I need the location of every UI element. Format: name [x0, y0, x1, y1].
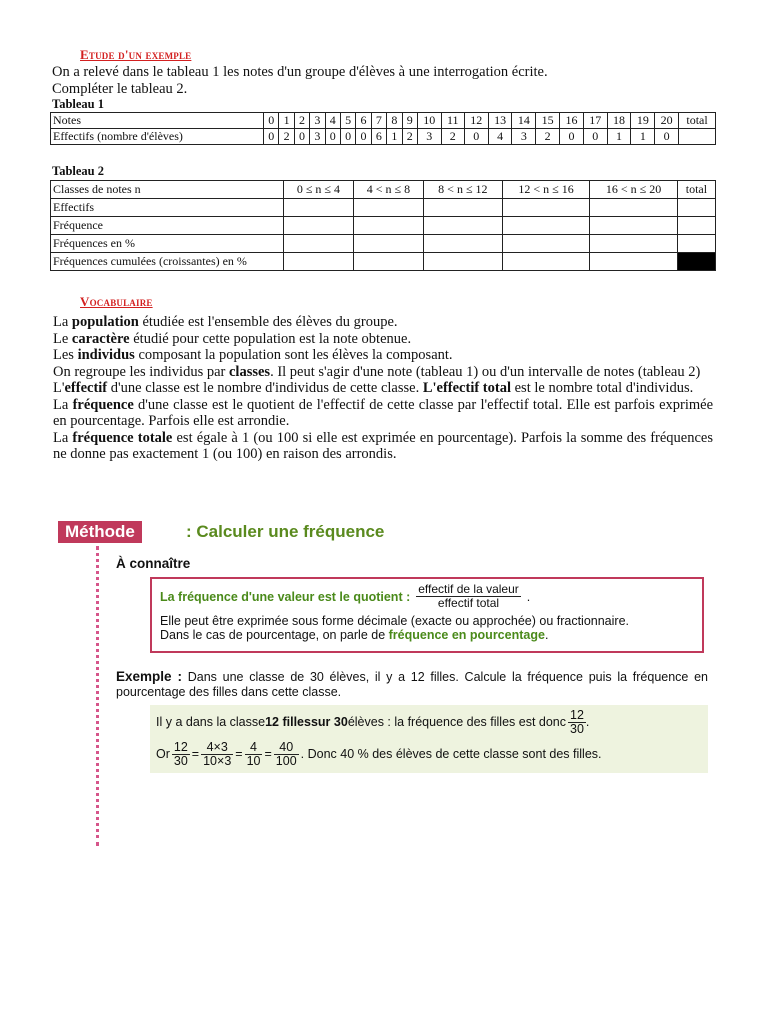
- table2-cell: [677, 235, 715, 253]
- vocab-effectif: L'effectif d'une classe est le nombre d'individus de cette classe. L'effectif total est le nombre total d'individus.: [53, 380, 694, 396]
- solution-line-1: Il y a dans la classe 12 filles sur 30 élèves : la fréquence des filles est donc $\frac{12}{30}$ .: [156, 707, 590, 736]
- table2-row: [51, 217, 716, 235]
- intro-text: [52, 64, 732, 97]
- table1-note-cell: 13: [488, 113, 512, 129]
- exemple-label: Exemple :: [116, 669, 183, 684]
- table1-effectif-cell: 1: [387, 129, 402, 145]
- table1-note-cell: 20: [655, 113, 679, 129]
- table1-note-cell: 5: [340, 113, 355, 129]
- table1-note-cell: 16: [560, 113, 584, 129]
- table1-note-cell: 10: [417, 113, 441, 129]
- table1-note-cell: 6: [356, 113, 371, 129]
- table2-cell: [353, 253, 423, 271]
- table1-note-cell: 14: [512, 113, 536, 129]
- dotted-margin-line: [96, 546, 102, 846]
- table2-cell: [353, 217, 423, 235]
- table1-effectif-cell: 1: [631, 129, 655, 145]
- table2-cell: [590, 217, 678, 235]
- definition-box: [150, 577, 704, 653]
- table1-effectif-cell: 3: [512, 129, 536, 145]
- table2-cell: [590, 199, 678, 217]
- table2-cell: [677, 253, 715, 271]
- table1-effectif-cell: 0: [340, 129, 355, 145]
- exemple-statement: Dans une classe de 30 élèves, il y a 12 filles. Calcule la fréquence puis la fréquence en pourcentage des filles dans cette classe.: [116, 670, 708, 699]
- solution-fraction-1: $\frac{12}{30}$: [570, 707, 584, 736]
- table2-caption: Tableau 2: [52, 164, 104, 178]
- table1-note-cell: 2: [294, 113, 309, 129]
- solution-fraction-2: $\frac{12}{30}$: [173, 739, 188, 768]
- table2-cell: [677, 199, 715, 217]
- vocab-heading: Vocabulaire: [80, 294, 153, 309]
- fraction-numerator: effectif de la valeur: [418, 582, 519, 596]
- table1-effectif-cell: 0: [264, 129, 279, 145]
- table2-row: [51, 253, 716, 271]
- table2-cell: [590, 235, 678, 253]
- intro-line-1: On a relevé dans le tableau 1 les notes d'un groupe d'élèves à une interrogation écrite.: [52, 64, 548, 80]
- table2-cell: [677, 217, 715, 235]
- table2-class-header: 12 < n ≤ 16: [502, 181, 590, 199]
- table1-effectif-cell: 4: [488, 129, 512, 145]
- table2-cell: [284, 199, 354, 217]
- table1-note-cell: 17: [583, 113, 607, 129]
- vocab-frequence-totale: La fréquence totale est égale à 1 (ou 100 si elle est exprimée en pourcentage). Parfois la somme des fréquences ne donne pas exactement 1 (ou 100) en raison des arrondis.: [53, 429, 714, 462]
- table1-note-cell: 8: [387, 113, 402, 129]
- table1-note-cell: 18: [607, 113, 631, 129]
- table2-header-label: Classes de notes n: [51, 181, 284, 199]
- definition-line: La fréquence d'une valeur est le quotient : $\frac{\text{effectif de la valeur}}{\text{effectif total}}$ .: [160, 582, 531, 610]
- solution-conclusion: . Donc 40 % des élèves de cette classe sont des filles.: [300, 747, 602, 761]
- table1-effectif-cell: 0: [560, 129, 584, 145]
- solution-fraction-5: $\frac{40}{100}$: [275, 739, 297, 768]
- table1-caption: Tableau 1: [52, 97, 104, 111]
- table1-effectif-cell: [679, 129, 716, 145]
- table2-cell: [284, 235, 354, 253]
- table2-cell: [423, 199, 502, 217]
- table2-cell: [353, 199, 423, 217]
- table1-effectif-cell: 2: [402, 129, 417, 145]
- example-heading: Etude d'un exemple: [80, 47, 192, 62]
- solution-line-2: Or $\frac{12}{30}$ = $\frac{4\times 3}{10\times 3}$ = $\frac{4}{10}$ = $\frac{40}{100}$ . Donc 40 % des élèves de cette classe sont des filles.: [156, 739, 602, 768]
- table2-row-label: Fréquences cumulées (croissantes) en %: [51, 253, 284, 271]
- definition-text: La fréquence d'une valeur est le quotient :: [160, 589, 411, 604]
- table1-note-cell: 3: [310, 113, 325, 129]
- table2-cell: [353, 235, 423, 253]
- table1-effectif-cell: 2: [279, 129, 294, 145]
- table1-note-cell: 15: [536, 113, 560, 129]
- table2-cell: [502, 253, 590, 271]
- table2: [50, 180, 716, 271]
- table1-effectif-cell: 6: [371, 129, 386, 145]
- solution-box: [150, 705, 708, 773]
- definition-decimal: Elle peut être exprimée sous forme décimale (exacte ou approchée) ou fractionnaire.: [160, 614, 630, 628]
- table1-note-cell: 12: [464, 113, 488, 129]
- solution-fraction-3: $\frac{4\times 3}{10\times 3}$: [203, 739, 232, 768]
- table1-effectif-cell: 3: [310, 129, 325, 145]
- table2-row-label: Fréquences en %: [51, 235, 284, 253]
- table2-cell: [502, 217, 590, 235]
- table1-note-cell: 4: [325, 113, 340, 129]
- table2-class-header: total: [677, 181, 715, 199]
- table1-notes-row: [51, 113, 716, 129]
- vocab-population: La population étudiée est l'ensemble des élèves du groupe.: [53, 314, 398, 330]
- table1-note-cell: total: [679, 113, 716, 129]
- table2-row: [51, 199, 716, 217]
- exemple-text: [116, 669, 708, 700]
- table2-cell: [423, 235, 502, 253]
- table1-note-cell: 0: [264, 113, 279, 129]
- table1-effectif-cell: 0: [583, 129, 607, 145]
- table2-class-header: 16 < n ≤ 20: [590, 181, 678, 199]
- table2-cell: [284, 217, 354, 235]
- table2-cell: [423, 253, 502, 271]
- table1-effectif-cell: 0: [655, 129, 679, 145]
- fraction-denominator: effectif total: [437, 596, 500, 610]
- table2-class-header: 0 ≤ n ≤ 4: [284, 181, 354, 199]
- table2-header-row: [51, 181, 716, 199]
- table2-class-header: 4 < n ≤ 8: [353, 181, 423, 199]
- table2-cell: [284, 253, 354, 271]
- table2-row-label: Fréquence: [51, 217, 284, 235]
- definition-percent: Dans le cas de pourcentage, on parle de fréquence en pourcentage.: [160, 628, 549, 642]
- table1-effectif-cell: 0: [294, 129, 309, 145]
- table2-cell: [423, 217, 502, 235]
- table1-effectif-cell: 2: [441, 129, 464, 145]
- vocab-classes: On regroupe les individus par classes. Il peut s'agir d'une note (tableau 1) ou d'un intervalle de notes (tableau 2): [53, 363, 701, 380]
- intro-line-2: Compléter le tableau 2.: [52, 80, 188, 97]
- table1-note-cell: 7: [371, 113, 386, 129]
- table1-notes-label: Notes: [51, 113, 264, 129]
- table1-effectif-cell: 0: [464, 129, 488, 145]
- vocab-text: [53, 314, 713, 463]
- table2-cell: [590, 253, 678, 271]
- methode-badge: Méthode: [58, 521, 142, 543]
- table1-effectif-cell: 0: [356, 129, 371, 145]
- table2-row: [51, 235, 716, 253]
- table1-effectif-cell: 2: [536, 129, 560, 145]
- definition-fraction: [416, 583, 521, 610]
- table1-note-cell: 1: [279, 113, 294, 129]
- methode-title: : Calculer une fréquence: [186, 522, 385, 541]
- vocab-frequence: La fréquence d'une classe est le quotient de l'effectif de cette classe par l'effectif total. Elle est parfois exprimée en pourcentage. Parfois elle est arrondie.: [53, 396, 714, 429]
- table1-effectifs-label: Effectifs (nombre d'élèves): [51, 129, 264, 145]
- table1-note-cell: 11: [441, 113, 464, 129]
- solution-fraction-4: $\frac{4}{10}$: [246, 739, 261, 768]
- table2-class-header: 8 < n ≤ 12: [423, 181, 502, 199]
- table1-effectifs-row: [51, 129, 716, 145]
- table1-note-cell: 19: [631, 113, 655, 129]
- table2-cell: [502, 235, 590, 253]
- vocab-individus: Les individus composant la population sont les élèves la composant.: [53, 347, 453, 363]
- table1-effectif-cell: 1: [607, 129, 631, 145]
- table1: [50, 112, 716, 145]
- vocab-caractere: Le caractère étudié pour cette population est la note obtenue.: [53, 330, 412, 347]
- table1-effectif-cell: 0: [325, 129, 340, 145]
- table1-effectif-cell: 3: [417, 129, 441, 145]
- table1-note-cell: 9: [402, 113, 417, 129]
- table2-cell: [502, 199, 590, 217]
- a-connaitre-heading: À connaître: [116, 556, 191, 571]
- table2-row-label: Effectifs: [51, 199, 284, 217]
